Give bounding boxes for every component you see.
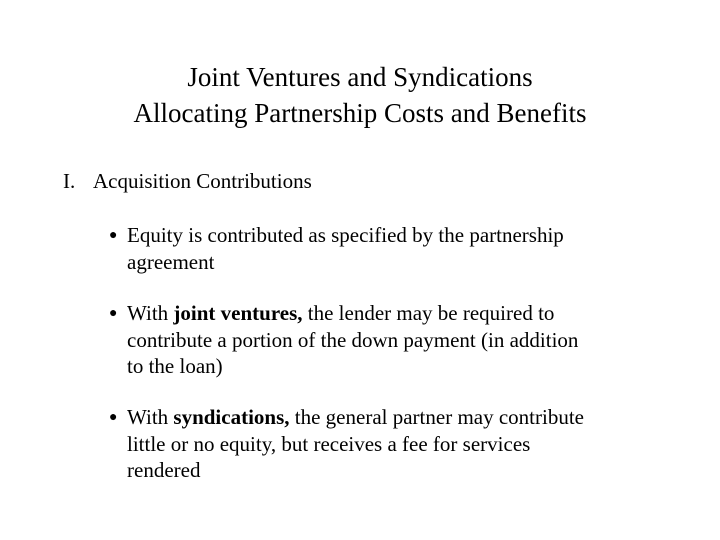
slide-title: Joint Ventures and Syndications (187, 62, 533, 92)
section-numeral: I. (63, 169, 76, 193)
slide-subtitle: Allocating Partnership Costs and Benefits (133, 98, 587, 128)
bullet-continuation: contribute a portion of the down payment (in addition (127, 328, 579, 352)
bullet-prefix: With (127, 301, 174, 325)
bullet-prefix: With (127, 405, 174, 429)
bullet-text: Equity is contributed as specified by the partnership (127, 223, 564, 247)
bullet-item-syndications (109, 404, 629, 483)
bullet-continuation: to the loan) (127, 354, 223, 378)
section-heading-text: Acquisition Contributions (93, 169, 312, 193)
bullet-line (109, 222, 629, 249)
bullet-bold-term: joint ventures, (173, 301, 303, 325)
bullet-suffix: the general partner may contribute (289, 405, 584, 429)
bullet-continuation: agreement (127, 250, 215, 274)
bullet-continuation: little or no equity, but receives a fee for services (127, 432, 531, 456)
bullet-continuation: rendered (127, 458, 201, 482)
bullet-dot-icon: ● (109, 228, 118, 243)
bullet-bold-term: syndications, (173, 405, 290, 429)
bullet-item-equity (109, 222, 629, 275)
bullet-dot-icon: ● (109, 306, 118, 321)
section-heading (63, 168, 312, 194)
bullet-line (109, 300, 629, 327)
bullet-item-joint-ventures (109, 300, 629, 379)
bullet-line (109, 404, 629, 431)
bullet-dot-icon: ● (109, 410, 118, 425)
bullet-suffix: the lender may be required to (302, 301, 555, 325)
